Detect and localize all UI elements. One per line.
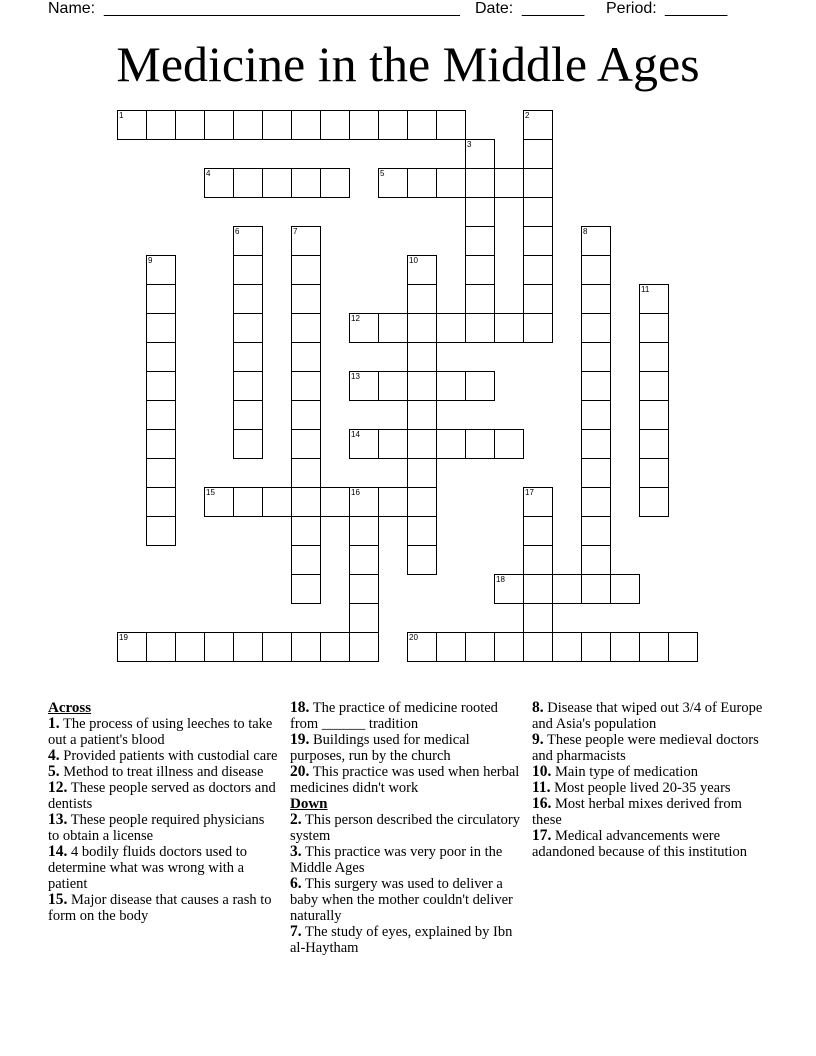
grid-cell[interactable]	[320, 632, 350, 662]
grid-cell[interactable]	[523, 168, 553, 198]
grid-cell[interactable]	[349, 313, 379, 343]
grid-cell[interactable]	[523, 197, 553, 227]
grid-cell[interactable]	[494, 574, 524, 604]
grid-cell[interactable]	[436, 371, 466, 401]
clue-across-14	[48, 844, 278, 892]
clue-down-6	[290, 876, 526, 924]
grid-cell[interactable]	[146, 516, 176, 546]
grid-cell[interactable]	[523, 313, 553, 343]
grid-cell[interactable]	[291, 313, 321, 343]
grid-cell[interactable]	[291, 487, 321, 517]
grid-cell[interactable]	[465, 139, 495, 169]
grid-cell[interactable]	[407, 284, 437, 314]
grid-cell[interactable]	[291, 458, 321, 488]
grid-cell[interactable]	[378, 429, 408, 459]
grid-cell[interactable]	[378, 313, 408, 343]
grid-cell[interactable]	[523, 284, 553, 314]
clue-number: 2.	[290, 811, 302, 828]
grid-cell[interactable]	[523, 139, 553, 169]
clue-across-4	[48, 748, 278, 764]
grid-cell[interactable]	[610, 574, 640, 604]
grid-cell[interactable]	[378, 371, 408, 401]
grid-cell[interactable]	[407, 632, 437, 662]
grid-cell[interactable]	[233, 284, 263, 314]
clue-text: These people required physicians to obtain a license	[48, 812, 265, 844]
grid-cell[interactable]	[349, 429, 379, 459]
cell-number: 15	[206, 488, 215, 497]
cell-number: 8	[583, 227, 588, 236]
grid-cell[interactable]	[291, 632, 321, 662]
across-heading: Across	[48, 700, 92, 716]
grid-cell[interactable]	[233, 400, 263, 430]
clue-number: 7.	[290, 923, 302, 940]
clue-number: 16.	[532, 795, 552, 812]
clue-text: This practice was used when herbal medicines didn't work	[290, 764, 520, 796]
grid-cell[interactable]	[349, 574, 379, 604]
grid-cell[interactable]	[233, 255, 263, 285]
cell-number: 10	[409, 256, 418, 265]
grid-cell[interactable]	[320, 110, 350, 140]
grid-cell[interactable]	[291, 255, 321, 285]
grid-cell[interactable]	[146, 110, 176, 140]
clue-number: 8.	[532, 699, 544, 716]
clue-number: 12.	[48, 779, 68, 796]
clue-number: 4.	[48, 747, 60, 764]
cell-number: 9	[148, 256, 153, 265]
clue-text: Most herbal mixes derived from these	[532, 796, 742, 828]
grid-cell[interactable]	[465, 226, 495, 256]
clue-text: Provided patients with custodial care	[63, 748, 278, 764]
clue-text: The practice of medicine rooted from ______ tradition	[290, 700, 498, 732]
grid-cell[interactable]	[436, 632, 466, 662]
grid-cell[interactable]	[233, 487, 263, 517]
grid-cell[interactable]	[233, 429, 263, 459]
grid-cell[interactable]	[581, 226, 611, 256]
cell-number: 14	[351, 430, 360, 439]
grid-cell[interactable]	[146, 632, 176, 662]
grid-cell[interactable]	[494, 632, 524, 662]
clue-text: Buildings used for medical purposes, run by the church	[290, 732, 470, 764]
grid-cell[interactable]	[349, 545, 379, 575]
grid-cell[interactable]	[494, 429, 524, 459]
grid-cell[interactable]	[146, 284, 176, 314]
grid-cell[interactable]	[581, 400, 611, 430]
cell-number: 7	[293, 227, 298, 236]
grid-cell[interactable]	[581, 342, 611, 372]
date-blank[interactable]: _______	[522, 0, 585, 17]
name-label: Name:	[48, 0, 96, 17]
clue-number: 13.	[48, 811, 68, 828]
clues-column-2	[290, 700, 526, 956]
down-heading: Down	[290, 796, 328, 812]
date-label: Date:	[475, 0, 514, 17]
grid-cell[interactable]	[146, 487, 176, 517]
grid-cell[interactable]	[204, 110, 234, 140]
grid-cell[interactable]	[117, 110, 147, 140]
grid-cell[interactable]	[233, 110, 263, 140]
grid-cell[interactable]	[465, 284, 495, 314]
grid-cell[interactable]	[146, 255, 176, 285]
grid-cell[interactable]	[523, 545, 553, 575]
grid-cell[interactable]	[465, 168, 495, 198]
cell-number: 6	[235, 227, 240, 236]
clue-number: 15.	[48, 891, 68, 908]
clue-text: Major disease that causes a rash to form on the body	[48, 892, 272, 924]
clue-text: This practice was very poor in the Middle Ages	[290, 844, 503, 876]
grid-cell[interactable]	[581, 458, 611, 488]
clue-text: This person described the circulatory system	[290, 812, 521, 844]
clue-text: These people served as doctors and dentists	[48, 780, 276, 812]
clue-number: 17.	[532, 827, 552, 844]
grid-cell[interactable]	[581, 313, 611, 343]
clue-down-3	[290, 844, 526, 876]
clue-number: 6.	[290, 875, 302, 892]
grid-cell[interactable]	[233, 168, 263, 198]
grid-cell[interactable]	[407, 400, 437, 430]
grid-cell[interactable]	[349, 516, 379, 546]
grid-cell[interactable]	[407, 429, 437, 459]
clue-across-5	[48, 764, 278, 780]
grid-cell[interactable]	[291, 574, 321, 604]
grid-cell[interactable]	[349, 110, 379, 140]
grid-cell[interactable]	[465, 313, 495, 343]
grid-cell[interactable]	[436, 429, 466, 459]
cell-number: 18	[496, 575, 505, 584]
grid-cell[interactable]	[581, 574, 611, 604]
clue-text: Most people lived 20-35 years	[554, 780, 731, 796]
grid-cell[interactable]	[436, 110, 466, 140]
grid-cell[interactable]	[378, 110, 408, 140]
clue-text: Method to treat illness and disease	[63, 764, 264, 780]
grid-cell[interactable]	[581, 632, 611, 662]
grid-cell[interactable]	[581, 284, 611, 314]
clue-down-11	[532, 780, 768, 796]
grid-cell[interactable]	[204, 487, 234, 517]
grid-cell[interactable]	[407, 255, 437, 285]
clues-column-1	[48, 700, 278, 924]
grid-cell[interactable]	[175, 110, 205, 140]
clue-text: Disease that wiped out 3/4 of Europe and Asia's population	[532, 700, 763, 732]
grid-cell[interactable]	[610, 632, 640, 662]
grid-cell[interactable]	[465, 255, 495, 285]
grid-cell[interactable]	[291, 342, 321, 372]
cell-number: 4	[206, 169, 211, 178]
cell-number: 13	[351, 372, 360, 381]
grid-cell[interactable]	[146, 400, 176, 430]
grid-cell[interactable]	[349, 603, 379, 633]
grid-cell[interactable]	[639, 400, 669, 430]
grid-cell[interactable]	[552, 632, 582, 662]
clue-across-18	[290, 700, 526, 732]
grid-cell[interactable]	[523, 110, 553, 140]
grid-cell[interactable]	[523, 255, 553, 285]
clue-across-1	[48, 716, 278, 748]
grid-cell[interactable]	[291, 545, 321, 575]
cell-number: 5	[380, 169, 385, 178]
grid-cell[interactable]	[407, 516, 437, 546]
grid-cell[interactable]	[523, 516, 553, 546]
grid-cell[interactable]	[523, 632, 553, 662]
grid-cell[interactable]	[407, 458, 437, 488]
grid-cell[interactable]	[291, 516, 321, 546]
grid-cell[interactable]	[233, 342, 263, 372]
clue-number: 9.	[532, 731, 544, 748]
grid-cell[interactable]	[262, 487, 292, 517]
clue-text: 4 bodily fluids doctors used to determine what was wrong with a patient	[48, 844, 248, 892]
grid-cell[interactable]	[291, 371, 321, 401]
clue-across-13	[48, 812, 278, 844]
cell-number: 2	[525, 111, 530, 120]
clue-number: 20.	[290, 763, 310, 780]
clue-down-2	[290, 812, 526, 844]
period-label: Period:	[606, 0, 657, 17]
grid-cell[interactable]	[407, 168, 437, 198]
grid-cell[interactable]	[146, 313, 176, 343]
cell-number: 20	[409, 633, 418, 642]
grid-cell[interactable]	[465, 197, 495, 227]
grid-cell[interactable]	[291, 226, 321, 256]
clue-across-19	[290, 732, 526, 764]
grid-cell[interactable]	[407, 371, 437, 401]
grid-cell[interactable]	[146, 458, 176, 488]
page-title: Medicine in the Middle Ages	[116, 36, 700, 92]
grid-cell[interactable]	[639, 342, 669, 372]
grid-cell[interactable]	[320, 168, 350, 198]
grid-cell[interactable]	[581, 371, 611, 401]
grid-cell[interactable]	[175, 632, 205, 662]
grid-cell[interactable]	[668, 632, 698, 662]
clue-across-15	[48, 892, 278, 924]
grid-cell[interactable]	[639, 632, 669, 662]
clue-number: 18.	[290, 699, 310, 716]
grid-cell[interactable]	[233, 226, 263, 256]
grid-cell[interactable]	[233, 371, 263, 401]
grid-cell[interactable]	[291, 110, 321, 140]
clue-down-10	[532, 764, 768, 780]
grid-cell[interactable]	[581, 487, 611, 517]
cell-number: 3	[467, 140, 472, 149]
clues-column-3	[532, 700, 768, 860]
grid-cell[interactable]	[349, 371, 379, 401]
grid-cell[interactable]	[407, 313, 437, 343]
clue-number: 19.	[290, 731, 310, 748]
cell-number: 11	[641, 285, 650, 294]
cell-number: 19	[119, 633, 128, 642]
grid-cell[interactable]	[581, 516, 611, 546]
grid-cell[interactable]	[204, 168, 234, 198]
clue-number: 14.	[48, 843, 68, 860]
clue-down-16	[532, 796, 768, 828]
cell-number: 17	[525, 488, 534, 497]
grid-cell[interactable]	[552, 574, 582, 604]
grid-cell[interactable]	[581, 255, 611, 285]
grid-cell[interactable]	[523, 603, 553, 633]
cell-number: 1	[119, 111, 124, 120]
grid-cell[interactable]	[494, 313, 524, 343]
period-blank[interactable]: _______	[665, 0, 728, 17]
clue-down-8	[532, 700, 768, 732]
clue-text: Main type of medication	[555, 764, 698, 780]
clue-down-17	[532, 828, 768, 860]
name-blank[interactable]: ________________________________________	[104, 0, 460, 17]
clue-number: 11.	[532, 779, 551, 796]
grid-cell[interactable]	[639, 487, 669, 517]
grid-cell[interactable]	[639, 429, 669, 459]
grid-cell[interactable]	[523, 226, 553, 256]
grid-cell[interactable]	[117, 632, 147, 662]
grid-cell[interactable]	[262, 632, 292, 662]
clue-text: The study of eyes, explained by Ibn al-Haytham	[290, 924, 513, 956]
grid-cell[interactable]	[146, 429, 176, 459]
grid-cell[interactable]	[291, 284, 321, 314]
grid-cell[interactable]	[291, 429, 321, 459]
clue-across-20	[290, 764, 526, 796]
clue-across-12	[48, 780, 278, 812]
grid-cell[interactable]	[465, 429, 495, 459]
grid-cell[interactable]	[407, 487, 437, 517]
grid-cell[interactable]	[233, 632, 263, 662]
clue-number: 3.	[290, 843, 302, 860]
clue-down-9	[532, 732, 768, 764]
cell-number: 16	[351, 488, 360, 497]
grid-cell[interactable]	[465, 632, 495, 662]
grid-cell[interactable]	[146, 342, 176, 372]
grid-cell[interactable]	[581, 429, 611, 459]
grid-cell[interactable]	[523, 487, 553, 517]
grid-cell[interactable]	[262, 168, 292, 198]
grid-cell[interactable]	[291, 400, 321, 430]
grid-cell[interactable]	[581, 545, 611, 575]
grid-cell[interactable]	[349, 487, 379, 517]
grid-cell[interactable]	[523, 574, 553, 604]
grid-cell[interactable]	[639, 284, 669, 314]
clue-text: Medical advancements were adandoned because of this institution	[532, 828, 748, 860]
grid-cell[interactable]	[407, 110, 437, 140]
grid-cell[interactable]	[639, 458, 669, 488]
grid-cell[interactable]	[407, 342, 437, 372]
grid-cell[interactable]	[233, 313, 263, 343]
cell-number: 12	[351, 314, 360, 323]
grid-cell[interactable]	[349, 632, 379, 662]
grid-cell[interactable]	[378, 487, 408, 517]
clue-number: 10.	[532, 763, 552, 780]
grid-cell[interactable]	[436, 313, 466, 343]
grid-cell[interactable]	[262, 110, 292, 140]
clue-number: 5.	[48, 763, 60, 780]
clue-number: 1.	[48, 715, 60, 732]
grid-cell[interactable]	[407, 545, 437, 575]
grid-cell[interactable]	[639, 371, 669, 401]
grid-cell[interactable]	[465, 371, 495, 401]
grid-cell[interactable]	[494, 168, 524, 198]
grid-cell[interactable]	[146, 371, 176, 401]
clue-text: These people were medieval doctors and pharmacists	[532, 732, 759, 764]
grid-cell[interactable]	[291, 168, 321, 198]
grid-cell[interactable]	[639, 313, 669, 343]
grid-cell[interactable]	[204, 632, 234, 662]
clue-text: The process of using leeches to take out a patient's blood	[48, 716, 273, 748]
grid-cell[interactable]	[320, 487, 350, 517]
clue-text: This surgery was used to deliver a baby when the mother couldn't deliver naturally	[290, 876, 513, 924]
grid-cell[interactable]	[378, 168, 408, 198]
clue-down-7	[290, 924, 526, 956]
grid-cell[interactable]	[436, 168, 466, 198]
